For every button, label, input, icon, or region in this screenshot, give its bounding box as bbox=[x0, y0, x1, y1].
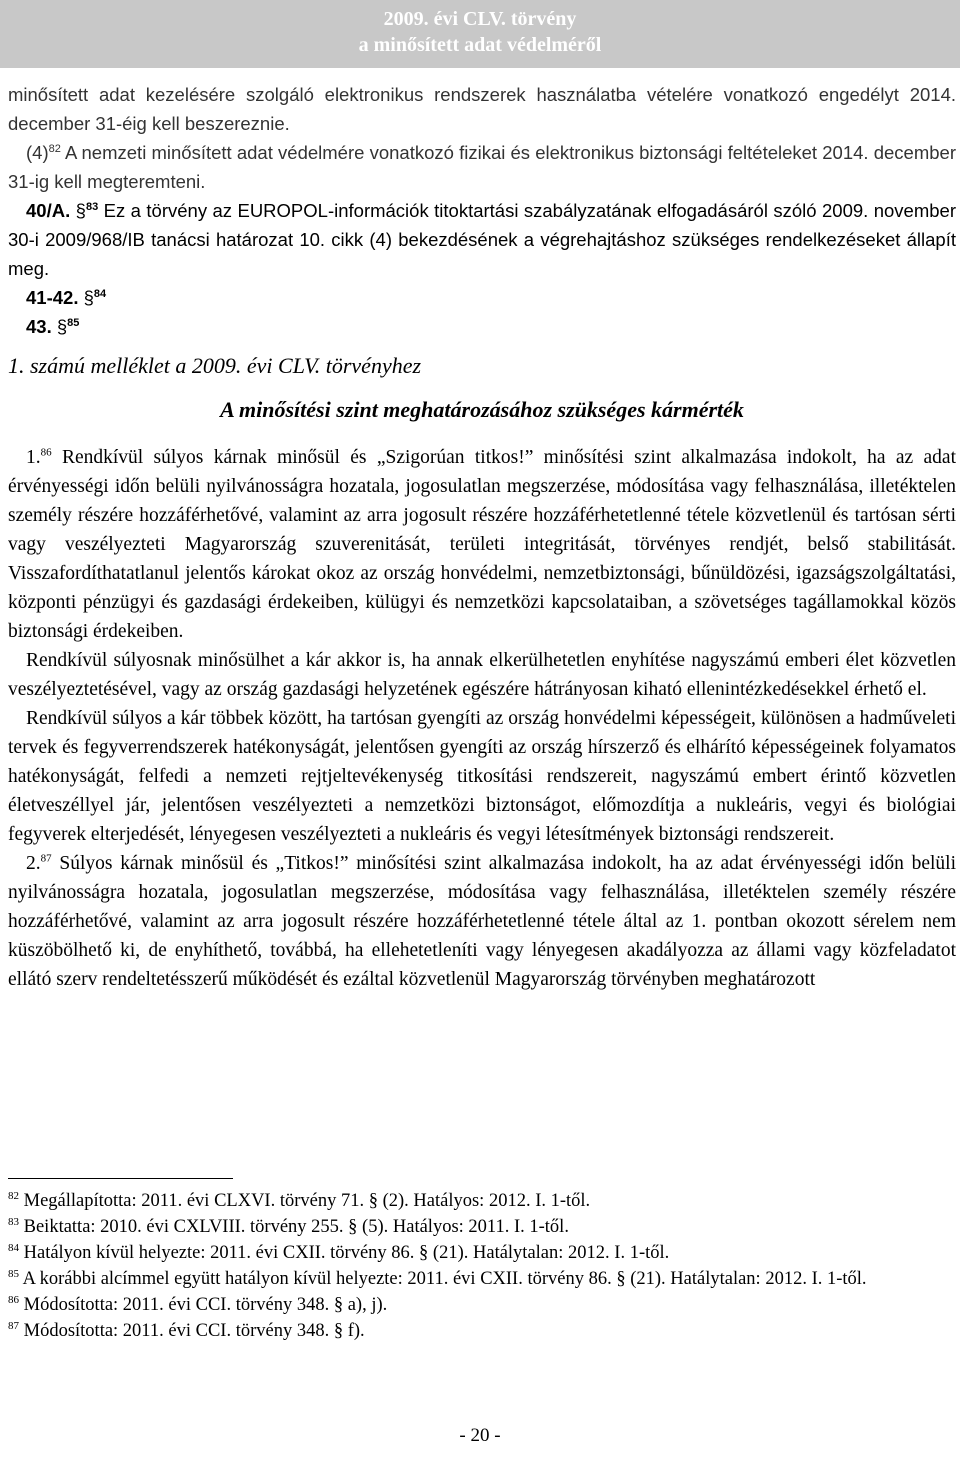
footnote-86: $^{86}$ Módosította: 2011. évi CCI. törvény 348. § a), j). bbox=[8, 1293, 388, 1315]
annex-heading: 1. számú melléklet a 2009. évi CLV. törvényhez bbox=[8, 353, 422, 378]
annex-point-1-para-2: Rendkívül súlyosnak minősülhet a kár akkor is, ha annak elkerülhetetlen enyhítése nagyszámú emberi élet közvetlen veszélyeztetésével, vagy az ország gazdasági helyzetének egészére hátrányosan kiható ellenintézkedésekkel érhető el. bbox=[8, 650, 956, 700]
header-law-subtitle: a minősített adat védelméről bbox=[358, 34, 602, 56]
annex-point-2: 2.87 Súlyos kárnak minősül és „Titkos!” minősítési szint alkalmazása indokolt, ha az adat érvényességi időn belüli nyilvánosságra hozatala, jogosulatlan megszerzése, módosítása vagy felhasználása, illetéktelen személy részére hozzáférhetővé, valamint az arra jogosult részére hozzáférhetetlenné tétele által az 1. pontban okozott sérelem nem küszöbölhető ki, de enyhíthető, továbbá, ha ellehetetleníti vagy lényegesen akadályozza az állami vagy közfeladatot ellátó szerv rendeltetésszerű működését és ezáltal közvetlenül Magyarország törvényben meghatározott bbox=[8, 852, 956, 990]
annex-point-1-para-3: Rendkívül súlyos a kár többek között, ha tartósan gyengíti az ország honvédelmi képességeit, különösen a hadműveleti tervek és fegyverrendszerek hatékonyságát, jelentősen gyengíti az ország hírszerző és elhárító képességeinek folyamatos hatékonyságát, felfedi a nemzeti rejtjeltevékenység titkosítási rendszereit, nagyszámú embert érintő közvetlen életveszéllyel jár, jelentősen veszélyezteti a nemzetközi biztonságot, előmozdítja a nukleáris, vegyi és biológiai fegyverek elterjedését, lényegesen veszélyezteti a nukleáris és vegyi létesítmények biztonsági rendszereit. bbox=[8, 708, 956, 845]
footnote-ref-84[interactable]: 84 bbox=[93, 287, 107, 300]
footnote-87: $^{87}$ Módosította: 2011. évi CCI. törvény 348. § f). bbox=[8, 1319, 365, 1341]
footnote-83: $^{83}$ Beiktatta: 2010. évi CXLVIII. törvény 255. § (5). Hatályos: 2011. I. 1-től. bbox=[8, 1215, 569, 1237]
page-number: - 20 - bbox=[459, 1425, 501, 1446]
footnote-ref-82[interactable]: 82 bbox=[48, 142, 61, 155]
section-number: 43. bbox=[26, 316, 52, 337]
footnote-ref-86[interactable]: 86 bbox=[40, 446, 52, 459]
section-number: 40/A. bbox=[26, 200, 71, 221]
footnote-divider bbox=[8, 1178, 233, 1179]
page-header bbox=[0, 0, 960, 68]
footnote-ref-85[interactable]: 85 bbox=[67, 316, 80, 329]
page-content bbox=[8, 80, 956, 994]
section-40a: 40/A. §$^{83}$ Ez a törvény az EUROPOL-információk titoktartási szabályzatának elfogadásáról szóló 2009. november 30-i 2009/968/IB tanácsi határozat 10. cikk (4) bekezdésének a végrehajtáshoz szükséges rendelkezéseket állapít meg. bbox=[8, 200, 956, 279]
footnote-84: $^{84}$ Hatályon kívül helyezte: 2011. évi CXII. törvény 86. § (21). Hatálytalan: 2012. I. 1-től. bbox=[8, 1241, 670, 1263]
footnote-82: $^{82}$ Megállapította: 2011. évi CLXVI. törvény 71. § (2). Hatályos: 2012. I. 1-től. bbox=[8, 1189, 591, 1211]
header-law-title: 2009. évi CLV. törvény bbox=[383, 8, 577, 30]
footnote-ref-87[interactable]: 87 bbox=[40, 852, 52, 865]
footnotes bbox=[8, 1188, 948, 1344]
annex-point-1: 1.86 Rendkívül súlyos kárnak minősül és „Szigorúan titkos!” minősítési szint alkalmazása indokolt, ha az adat érvényességi időn belüli nyilvánosságra hozatala, jogosulatlan megszerzése, módosítása vagy felhasználása, illetéktelen személy részére hozzáférhetővé, valamint az arra jogosult részére hozzáférhetetlenné tétele közvetlenül és tartósan sérti vagy veszélyezteti Magyarország szuverenitását, területi integritását, törvényes rendjét, belső stabilitását. Visszafordíthatatlanul jelentős károkat okoz az ország honvédelmi, nemzetbiztonsági, bűnüldözési, igazságszolgáltatási, központi pénzügyi és gazdasági érdekeiben, külügyi és nemzetközi kapcsolataiban, a szövetséges tagállamokkal közös biztonsági érdekeiben. bbox=[8, 446, 956, 642]
paragraph-continuation: minősített adat kezelésére szolgáló elektronikus rendszerek használatba vételére vonatkozó engedélyt 2014. december 31-éig kell beszereznie. bbox=[8, 84, 956, 134]
section-41-42: 41-42. §$^{84}$ bbox=[26, 287, 107, 308]
paragraph-4: $(4)^{82}$ A nemzeti minősített adat védelmére vonatkozó fizikai és elektronikus biztonsági feltételeket 2014. december 31-ig kell megteremteni. bbox=[8, 142, 956, 192]
footnote-ref-83[interactable]: 83 bbox=[85, 200, 99, 213]
section-number: 41-42. bbox=[26, 287, 79, 308]
section-43: 43. §$^{85}$ bbox=[26, 316, 80, 337]
annex-title: A minősítési szint meghatározásához szükséges kármérték bbox=[220, 397, 744, 422]
footnote-85: $^{85}$ A korábbi alcímmel együtt hatályon kívül helyezte: 2011. évi CXII. törvény 86. § (21). Hatálytalan: 2012. I. 1-től. bbox=[8, 1267, 867, 1289]
